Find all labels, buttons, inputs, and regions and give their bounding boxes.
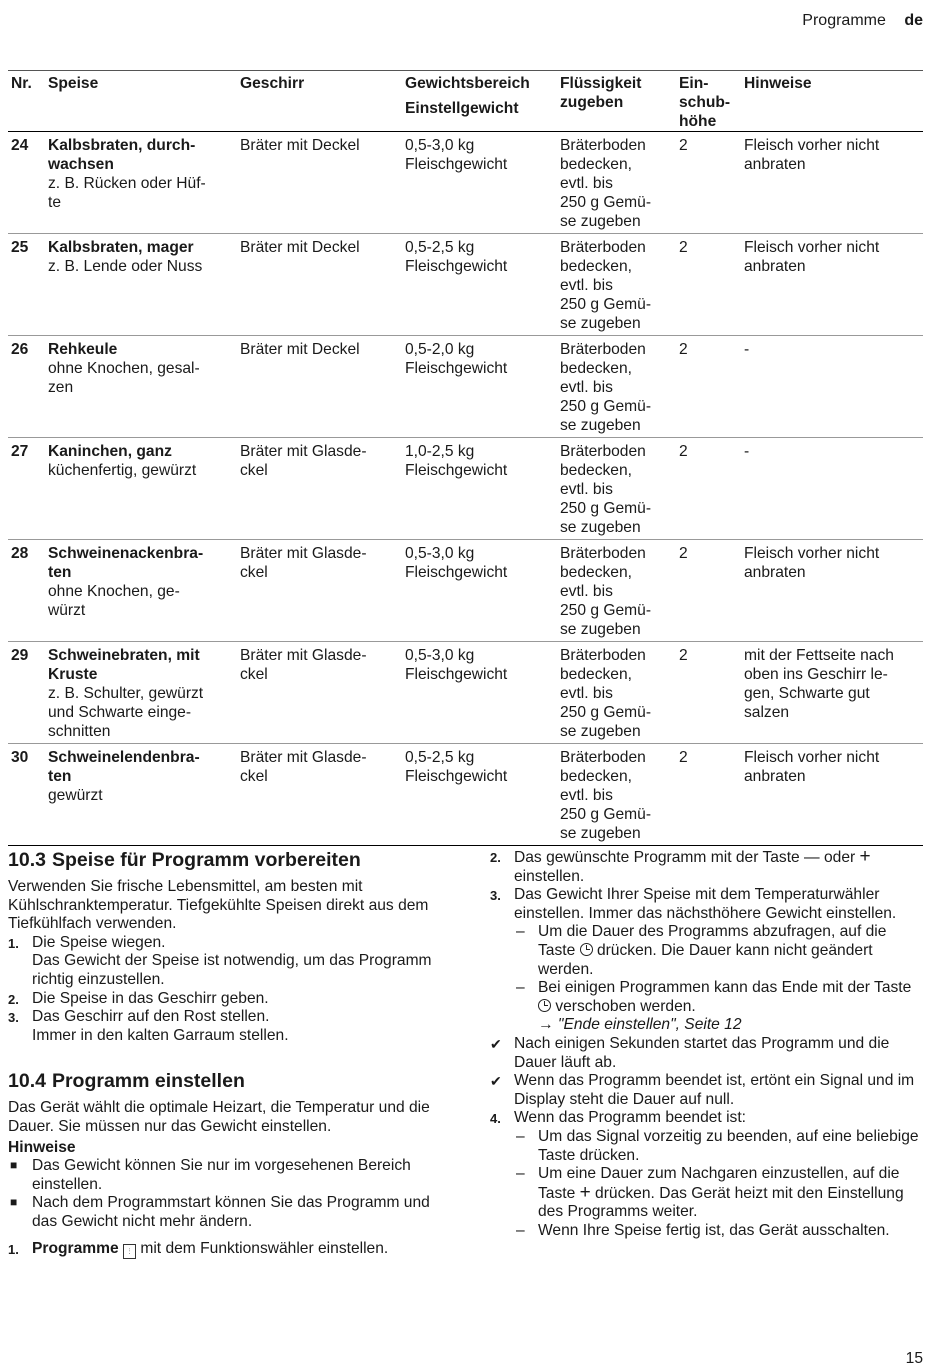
bullet-square-icon: ■ xyxy=(10,1195,18,1210)
section-number: 10.3 xyxy=(8,849,46,871)
cell-nr: 29 xyxy=(8,642,45,744)
table-row xyxy=(8,744,923,846)
cell-geschirr: Bräter mit Deckel xyxy=(237,132,402,234)
list-item xyxy=(490,1072,925,1109)
sub-text: drücken. Die Dauer kann nicht geändert werden. xyxy=(538,941,873,978)
header-section: Programme xyxy=(802,12,886,29)
cell-speise xyxy=(45,336,237,438)
section-title: Programm einstellen xyxy=(51,1070,245,1093)
step-number: 3. xyxy=(8,1010,19,1026)
cell-gewicht: 0,5-3,0 kg Fleischgewicht xyxy=(402,540,557,642)
cell-fluessigkeit: Bräterboden bedecken, evtl. bis 250 g Gemü- se zugeben xyxy=(557,132,676,234)
sub-list xyxy=(514,1128,925,1241)
table-row xyxy=(8,132,923,234)
list-item xyxy=(8,1240,443,1259)
dish-description: z. B. Rücken oder Hüf- te xyxy=(48,175,206,211)
list-item xyxy=(514,979,925,1035)
checkmark-icon: ✔ xyxy=(490,1073,502,1090)
cell-gewicht: 1,0-2,5 kg Fleischgewicht xyxy=(402,438,557,540)
list-item xyxy=(490,1109,925,1240)
list-item xyxy=(514,1165,925,1222)
section-10-4-intro: Das Gerät wählt die optimale Heizart, die Temperatur und die Dauer. Sie müssen nur das Gewicht einstellen. xyxy=(8,1099,430,1135)
prep-steps xyxy=(8,934,443,1046)
header-geschirr: Geschirr xyxy=(237,71,402,132)
step-extra: Das Gewicht der Speise ist notwendig, um das Programm richtig einzustellen. xyxy=(32,952,432,988)
dish-description: ohne Knochen, ge- würzt xyxy=(48,583,180,619)
list-item xyxy=(8,1008,443,1045)
header-speise: Speise xyxy=(45,71,237,132)
programme-icon: ⫶ xyxy=(123,1244,136,1259)
section-10-3-intro: Verwenden Sie frische Lebensmittel, am besten mit Kühlschranktemperatur. Tiefgekühlte Speisen direkt aus dem Tiefkühlfach verwenden. xyxy=(8,878,429,933)
dash-icon: – xyxy=(516,1127,525,1145)
cell-hinweise: Fleisch vorher nicht anbraten xyxy=(741,132,923,234)
table-row xyxy=(8,438,923,540)
cell-speise xyxy=(45,438,237,540)
dash-icon: – xyxy=(516,1165,525,1183)
cell-speise xyxy=(45,540,237,642)
dish-description: gewürzt xyxy=(48,787,103,804)
sub-list xyxy=(514,923,925,1035)
header-nr: Nr. xyxy=(8,71,45,132)
dish-name: Schweinelendenbra- ten xyxy=(48,749,200,785)
list-item xyxy=(490,886,925,1035)
cell-fluessigkeit: Bräterboden bedecken, evtl. bis 250 g Gemü- se zugeben xyxy=(557,336,676,438)
dish-description: küchenfertig, gewürzt xyxy=(48,462,197,479)
right-column xyxy=(490,848,925,1240)
cell-gewicht: 0,5-3,0 kg Fleischgewicht xyxy=(402,642,557,744)
hinweise-label: Hinweise xyxy=(8,1138,76,1156)
dash-icon: – xyxy=(516,923,525,941)
header-gewicht-main: Gewichtsbereich xyxy=(405,75,530,92)
list-item xyxy=(8,1157,443,1194)
sub-text: Um das Signal vorzeitig zu beenden, auf eine beliebige Taste drücken. xyxy=(538,1127,919,1164)
cell-geschirr: Bräter mit Glasde- ckel xyxy=(237,540,402,642)
table-row xyxy=(8,234,923,336)
step-number: 3. xyxy=(490,888,501,904)
section-10-4-heading xyxy=(8,1069,443,1093)
step-text: Das Gewicht Ihrer Speise mit dem Temperaturwähler einstellen. Immer das nächsthöhere Gewicht einstellen. xyxy=(514,886,897,922)
cell-hinweise: mit der Fettseite nach oben ins Geschirr le- gen, Schwarte gut salzen xyxy=(741,642,923,744)
cell-nr: 25 xyxy=(8,234,45,336)
header-lang: de xyxy=(904,12,923,29)
cell-geschirr: Bräter mit Deckel xyxy=(237,336,402,438)
check-text: Wenn das Programm beendet ist, ertönt ein Signal und im Display steht die Dauer auf null. xyxy=(514,1072,915,1108)
sub-text: Wenn Ihre Speise fertig ist, das Gerät ausschalten. xyxy=(538,1221,890,1239)
header-gewicht xyxy=(402,71,557,132)
cell-einschub: 2 xyxy=(676,234,741,336)
minus-icon: — xyxy=(804,849,820,866)
cell-fluessigkeit: Bräterboden bedecken, evtl. bis 250 g Gemü- se zugeben xyxy=(557,438,676,540)
dash-icon: – xyxy=(516,979,525,997)
dish-description: z. B. Lende oder Nuss xyxy=(48,258,203,275)
step-text: einstellen. xyxy=(514,867,585,885)
cell-einschub: 2 xyxy=(676,642,741,744)
list-item xyxy=(8,990,443,1009)
step-text: Das Geschirr auf den Rost stellen. xyxy=(32,1008,270,1026)
cell-geschirr: Bräter mit Deckel xyxy=(237,234,402,336)
plus-icon: + xyxy=(859,846,871,867)
dish-name: Rehkeule xyxy=(48,341,118,358)
dish-name: Kalbsbraten, durch- wachsen xyxy=(48,137,196,173)
table-row xyxy=(8,336,923,438)
cell-fluessigkeit: Bräterboden bedecken, evtl. bis 250 g Gemü- se zugeben xyxy=(557,540,676,642)
cell-nr: 26 xyxy=(8,336,45,438)
page-number: 15 xyxy=(905,1350,923,1367)
cell-nr: 28 xyxy=(8,540,45,642)
list-item xyxy=(8,934,443,990)
dish-name: Schweinebraten, mit Kruste xyxy=(48,647,200,683)
cell-fluessigkeit: Bräterboden bedecken, evtl. bis 250 g Gemü- se zugeben xyxy=(557,642,676,744)
bullet-text: Das Gewicht können Sie nur im vorgesehenen Bereich einstellen. xyxy=(32,1157,411,1193)
table-row xyxy=(8,540,923,642)
list-item xyxy=(514,1128,925,1165)
left-column xyxy=(8,848,443,1259)
dish-name: Schweinenackenbra- ten xyxy=(48,545,204,581)
cell-geschirr: Bräter mit Glasde- ckel xyxy=(237,438,402,540)
step-text: Die Speise in das Geschirr geben. xyxy=(32,989,269,1007)
cell-einschub: 2 xyxy=(676,540,741,642)
cell-hinweise: - xyxy=(741,336,923,438)
sub-text: drücken. Das Gerät heizt mit den Einstellung des Programms weiter. xyxy=(538,1184,904,1221)
dish-description: ohne Knochen, gesal- zen xyxy=(48,360,200,396)
cell-gewicht: 0,5-2,5 kg Fleischgewicht xyxy=(402,234,557,336)
step-text: mit dem Funktionswähler einstellen. xyxy=(136,1239,389,1257)
section-number: 10.4 xyxy=(8,1070,46,1093)
cell-einschub: 2 xyxy=(676,336,741,438)
header-gewicht-sub: Einstellgewicht xyxy=(405,100,519,117)
bullet-text: Nach dem Programmstart können Sie das Programm und das Gewicht nicht mehr ändern. xyxy=(32,1194,430,1230)
list-item xyxy=(514,1222,925,1241)
cell-gewicht: 0,5-2,0 kg Fleischgewicht xyxy=(402,336,557,438)
dash-icon: – xyxy=(516,1221,525,1239)
check-text: Nach einigen Sekunden startet das Programm und die Dauer läuft ab. xyxy=(514,1034,890,1071)
cross-reference: → "Ende einstellen", Seite 12 xyxy=(538,1016,742,1034)
step-number: 1. xyxy=(8,1241,19,1257)
step-text: Wenn das Programm beendet ist: xyxy=(514,1109,747,1127)
list-item xyxy=(514,923,925,979)
table-row xyxy=(8,642,923,744)
cell-gewicht: 0,5-3,0 kg Fleischgewicht xyxy=(402,132,557,234)
cell-nr: 30 xyxy=(8,744,45,846)
cell-fluessigkeit: Bräterboden bedecken, evtl. bis 250 g Gemü- se zugeben xyxy=(557,744,676,846)
cell-hinweise: - xyxy=(741,438,923,540)
step-number: 2. xyxy=(8,991,19,1007)
table-header-row xyxy=(8,71,923,132)
header-fluessigkeit: Flüssigkeit zugeben xyxy=(557,71,676,132)
cell-speise xyxy=(45,744,237,846)
cell-speise xyxy=(45,234,237,336)
checkmark-icon: ✔ xyxy=(490,1035,502,1052)
clock-icon xyxy=(580,943,593,956)
section-10-3-heading xyxy=(8,848,443,872)
step-number: 2. xyxy=(490,850,501,865)
cell-geschirr: Bräter mit Glasde- ckel xyxy=(237,744,402,846)
step-text: Die Speise wiegen. xyxy=(32,933,166,951)
cell-gewicht: 0,5-2,5 kg Fleischgewicht xyxy=(402,744,557,846)
cell-speise xyxy=(45,132,237,234)
cell-nr: 24 xyxy=(8,132,45,234)
clock-icon xyxy=(538,999,551,1012)
cell-speise xyxy=(45,642,237,744)
cell-hinweise: Fleisch vorher nicht anbraten xyxy=(741,540,923,642)
bullet-square-icon: ■ xyxy=(10,1158,18,1173)
plus-icon: + xyxy=(579,1181,591,1203)
step-bold: Programme xyxy=(32,1239,119,1257)
list-item xyxy=(490,848,925,886)
dish-description: z. B. Schulter, gewürzt und Schwarte einge- schnitten xyxy=(48,685,204,740)
programme-table xyxy=(8,70,923,846)
header-einschub: Ein- schub- höhe xyxy=(676,71,741,132)
dish-name: Kaninchen, ganz xyxy=(48,443,172,460)
header-hinweise: Hinweise xyxy=(741,71,923,132)
cell-hinweise: Fleisch vorher nicht anbraten xyxy=(741,234,923,336)
step-number: 4. xyxy=(490,1111,501,1127)
sub-text: Um eine Dauer zum Nachgaren einzustellen, auf die Taste xyxy=(538,1165,900,1202)
step-extra: Immer in den kalten Garraum stellen. xyxy=(32,1026,289,1044)
list-item xyxy=(8,1194,443,1231)
step-number: 1. xyxy=(8,935,19,951)
cell-einschub: 2 xyxy=(676,132,741,234)
sub-text: Bei einigen Programmen kann das Ende mit der Taste xyxy=(538,979,912,997)
cell-hinweise: Fleisch vorher nicht anbraten xyxy=(741,744,923,846)
sub-text: Um die Dauer des Programms abzufragen, auf die Taste xyxy=(538,923,887,959)
cell-nr: 27 xyxy=(8,438,45,540)
step-text: oder xyxy=(819,849,860,866)
list-item xyxy=(490,1035,925,1072)
cell-geschirr: Bräter mit Glasde- ckel xyxy=(237,642,402,744)
cell-fluessigkeit: Bräterboden bedecken, evtl. bis 250 g Gemü- se zugeben xyxy=(557,234,676,336)
step-text: Das gewünschte Programm mit der Taste xyxy=(514,849,805,866)
sub-text: verschoben werden. xyxy=(551,997,696,1015)
dish-name: Kalbsbraten, mager xyxy=(48,239,194,256)
cell-einschub: 2 xyxy=(676,438,741,540)
program-steps xyxy=(8,1240,443,1259)
page-header xyxy=(802,12,923,30)
cell-einschub: 2 xyxy=(676,744,741,846)
section-title: Speise für Programm vorbereiten xyxy=(51,849,361,871)
